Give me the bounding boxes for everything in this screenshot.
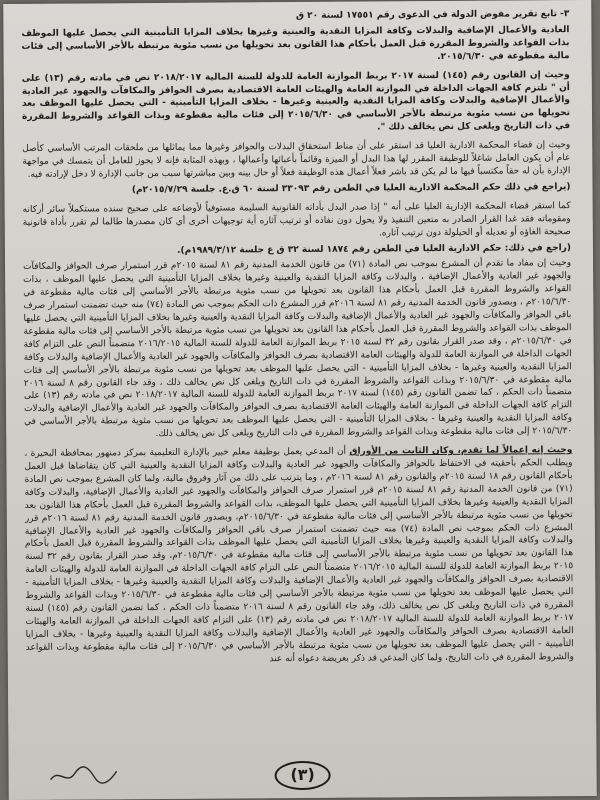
paragraph-7: وحيث إن مفاد ما تقدم أن المشرع بموجب نص المادة (٧١) من قانون الخدمة المدنية رقم ٨١ لسنة ٢٠١٥م قرر استمرار صرف الحوافز والمكافآت والجهود غير العادية والأعمال الإضافية ، والبدلات وكافة المزايا النقدية والعينية وغيرها بخلاف المزايا التأمينية التي يحصل عليها الموظف ، بذات القواعد والشروط المقررة قبل العمل بأحكام هذا القانون بعد تحويلها من نسب مئوية مرتبطة بالأجر الأساسي إلى فئات مالية مقطوعة في ٢٠١٥/٦/٣٠م ، وبصدور قانون الخدمة المدنية رقم ٨١ لسنة ٢٠١٦م قرر المشرع ذات الحكم بموجب نص المادة (٧٤) منه حيث تضمنت استمرار صرف باقي الحوافز والمكافآت والجهود غير العادية والأعمال الإضافية والبدلات وكافة المزايا النقدية والعينية وغيرها بخلاف المزايا التأمينية التي يحصل عليها الموظف بذات القواعد والشروط المقررة قبل العمل بأحكام هذا القانون بعد تحويلها من نسب مئوية مرتبطة بالأجر الأساسي إلى فئات مالية مقطوعة في ٢٠١٥/٦/٣٠م ، وقد صدر القرار بقانون رقم ٣٢ لسنة ٢٠١٥ بربط الموازنة العامة للدولة للسنة المالية ٢٠١٦/٢٠١٥ متضمناً النص على التزام كافة الجهات الداخلة في الموازنة العامة للدولة والهيئات العامة الاقتصادية بصرف الحوافز والمكافآت والجهود غير العادية والأعمال الإضافية والبدلات وكافة المزايا النقدية والعينية وغيرها - بخلاف المزايا التأمينية - التي يحصل عليها الموظف بعد تحويلها من نسب مئوية مرتبطة بالأجر الأساسي إلى فئات مالية مقطوعة في ٢٠١٥/٦/٣٠ وبذات القواعد والشروط المقررة في ذات التاريخ ويلغى كل نص يخالف ذلك ، وقد جاء القانون رقم ٨ لسنة ٢٠١٦ متضمناً ذات الحكم ، كما تضمن القانون رقم (١٤٥) لسنة ٢٠١٧ بربط الموازنة العامة للدولة للسنة المالية ٢٠١٨/٢٠١٧ نص في مادته رقم (١٣) على التزام كافة الجهات الداخلة في الموازنة العامة والهيئات العامة الاقتصادية بصرف الحوافز والمكافآت والجهود غير العادية والأعمال الإضافية والبدلات وكافة المزايا النقدية والعينية وغيرها - بخلاف المزايا التأمينية - التي يحصل عليها الموظف بعد تحويلها من نسب مئوية مرتبطة بالأجر الأساسي في ٢٠١٥/٦/٣٠ إلى فئات مالية مقطوعة وبذات القواعد والشروط المقررة في ذات التاريخ ويلغى كل نص يخالف ذلك. (23, 258, 573, 440)
document-body (21, 8, 574, 760)
scanned-page (3, 0, 597, 800)
citation-1: (يراجع في ذلك حكم المحكمة الادارية العليا في الطعن رقم ٣٣٠٩٣ لسنة ٦٠ ق.ع. جلسة ٢٠١٥/٧/٢٩م) (131, 181, 571, 196)
paragraph-5: كما استقر قضاء المحكمة الإدارية العليا على أنه " إذا صدر البدل بأداته القانونية السليمة مستوفياً لأوضاعه على صحيح سنده مستكملاً سائر أركانه ومقوماته فقد غدا القرار الصادر به متعين التنفيذ ولا يحول دون نفاذه أو ترتيب آثاره أية توجيهات أخرى أي كان مصدرها طالما لم تقرر بأداة قانونية صحيحة الغاؤه أو تعديله أو الحيلولة دون ترتيب آثاره. (22, 200, 571, 239)
citation-2: (راجع في ذلك: حكم الادارية العليا في الطعن رقم ١٨٧٤ لسنة ٣٢ ق ع جلسة ١٩٨٩/٣/١٢م). (177, 242, 571, 256)
signature-scribble (49, 763, 119, 787)
report-heading: ٣- تابع تقرير مفوض الدولة في الدعوى رقم ١٧٥٥١ لسنة ٢٠ ق (295, 9, 570, 22)
paragraph-8 (24, 444, 574, 667)
paragraph-2: وحيث إن القانون رقم (١٤٥) لسنة ٢٠١٧ بربط الموازنة العامة للدولة للسنة المالية ٢٠١٨/٢٠١٧ نص في مادته رقم (١٣) على أن " تلتزم كافة الجهات الداخلة في الموازنة العامة والهيئات العامة الاقتصادية بصرف الحوافز والمكافآت والجهود غير العادية والأعمال الإضافية والبدلات وكافة المزايا النقدية والعينية وغيرها - بخلاف المزايا التأمينية - التي يحصل عليها الموظف بعد تحويلها من نسب مئوية مرتبطة بالأجر الأساسي في ٢٠١٥/٦/٣٠ إلى فئات مالية مقطوعة وبذات القواعد والشروط المقررة في ذات التاريخ ويلغى كل نص يخالف ذلك ". (21, 69, 571, 133)
paragraph-8-body: أن المدعي يعمل بوظيفة معلم خبير بالإدارة التعليمية بمركز دمنهور بمحافظة البحيرة ، ويطلب الحكم بأحقيته في الاحتفاظ بالحوافز والمكافآت والجهود غير العادية والبدلات وكافة المزايا النقدية والعينية التي كان يتقاضاها قبل العمل بأحكام القانون رقم ١٨ لسنة ٢٠١٥م والقانون رقم ٨١ لسنة ٢٠١٦م ، وما يترتب على ذلك من آثار وفروق مالية، ولما كان المشرع بموجب نص المادة (٧١) من قانون الخدمة المدنية رقم ٨١ لسنة ٢٠١٥م قرر استمرار صرف الحوافز والمكافآت والجهود غير العادية والأعمال الإضافية، والبدلات وكافة المزايا النقدية والعينية وغيرها بخلاف المزايا التأمينية التي يحصل عليها الموظف، بذات القواعد والشروط المقررة قبل العمل بأحكام هذا القانون بعد تحويلها من نسب مئوية مرتبطة بالأجر الأساسي إلى فئات مالية مقطوعة في ٢٠١٥/٦/٣٠م، وبصدور قانون الخدمة المدنية رقم ٨١ لسنة ٢٠١٦م قرر المشرع ذات الحكم بموجب نص المادة (٧٤) منه حيث تضمنت استمرار صرف باقي الحوافز والمكافآت والجهود غير العادية والأعمال الإضافية والبدلات وكافة المزايا النقدية والعينية وغيرها بخلاف المزايا التأمينية التي يحصل عليها الموظف بذات القواعد والشروط المقررة قبل العمل بأحكام هذا القانون بعد تحويلها من نسب مئوية مرتبطة بالأجر الأساسي إلى فئات مالية مقطوعة في ٢٠١٥/٦/٣٠م، وقد صدر القرار بقانون رقم ٣٢ لسنة ٢٠١٥ بربط الموازنة العامة للدولة للسنة المالية ٢٠١٦/٢٠١٥ متضمناً النص على التزام كافة الجهات الداخلة في الموازنة العامة للدولة والهيئات العامة الاقتصادية بصرف الحوافز والمكافآت والجهود غير العادية والأعمال الإضافية والبدلات وكافة المزايا النقدية والعينية وغيرها - بخلاف المزايا التأمينية - التي يحصل عليها الموظف بعد تحويلها من نسب مئوية مرتبطة بالأجر الأساسي إلى فئات مالية مقطوعة في ٢٠١٥/٦/٣٠ وبذات القواعد والشروط المقررة في ذات التاريخ ويلغى كل نص يخالف ذلك، وقد جاء القانون رقم ٨ لسنة ٢٠١٦ متضمناً ذات الحكم ، كما تضمن القانون رقم (١٤٥) لسنة ٢٠١٧ بربط الموازنة العامة للدولة للسنة المالية ٢٠١٨/٢٠١٧ نص في مادته رقم (١٣) على التزام كافة الجهات الداخلة في الموازنة العامة والهيئات العامة الاقتصادية بصرف الحوافز والمكافآت والجهود غير العادية والأعمال الإضافية والبدلات وكافة المزايا النقدية والعينية وغيرها - بخلاف المزايا التأمينية - التي يحصل عليها الموظف بعد تحويلها من نسب مئوية مرتبطة بالأجر الأساسي في ٢٠١٥/٦/٣٠ إلى فئات مالية مقطوعة وبذات القواعد والشروط المقررة في ذات التاريخ، ولما كان المدعي قد ذكر بعريضة دعواه أنه عند (24, 446, 574, 664)
paragraph-8-heading: وحيث إنه إعمالاً لما تقدم، وكان الثابت من الأوراق (349, 445, 573, 457)
paragraph-1: العادية والأعمال الإضافية والبدلات وكافة المزايا النقدية والعينية وغيرها بخلاف المزايا التأمينية التي يحصل عليها الموظف بذات القواعد والشروط المقررة قبل العمل بأحكام هذا القانون بعد تحويلها من نسب مئوية مرتبطة بالأجر الأساسي إلى فئات مالية مقطوعة في ٢٠١٥/٦/٣٠. (21, 25, 570, 62)
paragraph-3: وحيث إن قضاء المحكمة الادارية العليا قد استقر على أن مناط استحقاق البدلات والحوافز وغيرها مما يماثلها من ملحقات المرتب الأساسي كأصل عام أن يكون العامل شاغلاً للوظيفة المقرر لها هذا البدل أو الميزة وقائماً بأعبائها وأعمالها ، وبهذه المثابة فإنه لا يجوز للعامل أن يتمسك في مواجهة الإدارة بأن له حقاً مكتسباً فيها ما لم يكن قد باشر فعلاً أعمال هذه الوظيفة فعلاً أو حال بينه وبين مباشرتها سبب من جانب الإدارة لا دخل لإرادته فيه. (22, 140, 571, 180)
page-number: (٣) (274, 761, 331, 790)
